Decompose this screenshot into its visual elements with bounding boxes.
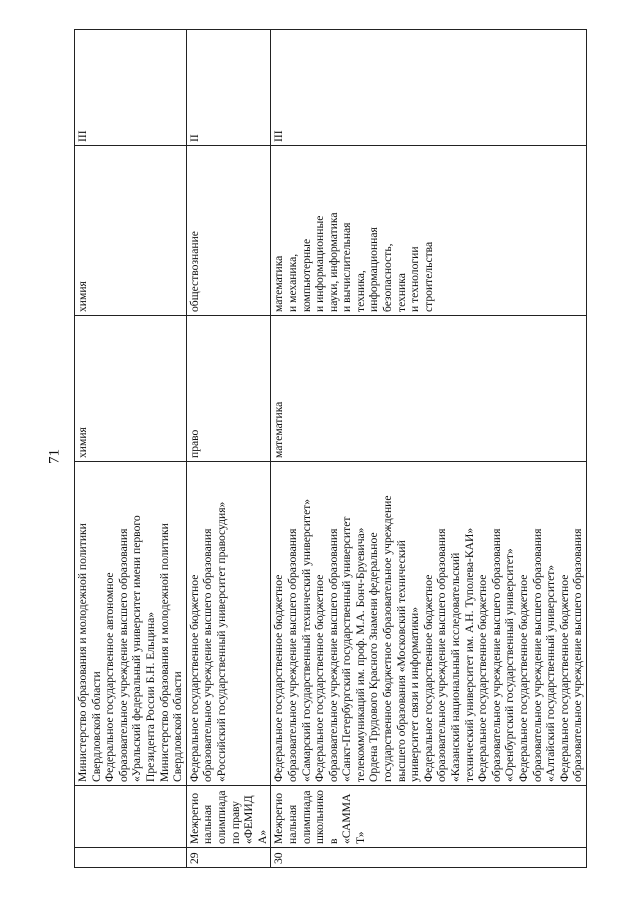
olympiad-name-line: олимпиада по праву bbox=[214, 790, 242, 844]
profile-line: и технологии bbox=[408, 246, 422, 312]
row-number-cell bbox=[75, 848, 187, 868]
olympiad-table bbox=[74, 29, 587, 868]
organizer-line: Федеральное государственное бюджетное bbox=[272, 574, 286, 782]
profile-line: безопасность, bbox=[381, 243, 395, 312]
organizer-line: образовательное учреждение высшего образования bbox=[489, 528, 503, 782]
profile-cell: химия bbox=[75, 146, 187, 316]
organizer-line: Федеральное государственное бюджетное bbox=[421, 574, 435, 782]
table-row-29 bbox=[186, 30, 271, 868]
organizer-line: «Оренбургский государственный университет» bbox=[503, 548, 517, 782]
page-number: 71 bbox=[46, 449, 63, 464]
subject-cell: математика bbox=[271, 316, 587, 462]
profile-line: и механика, bbox=[285, 253, 299, 312]
organizer-line: образовательное учреждение высшего образования bbox=[326, 528, 340, 782]
profile-line: и информационные bbox=[313, 215, 327, 312]
organizer-line: Федеральное государственное бюджетное bbox=[517, 574, 530, 782]
profile-line: информационная bbox=[367, 227, 381, 312]
organizer-line: университет связи и информатики» bbox=[408, 606, 422, 782]
organizer-line: государственное бюджетное образовательное учреждение bbox=[381, 495, 395, 782]
rotated-table-container bbox=[74, 30, 585, 868]
organizer-line: «Уральский федеральный университет имени первого bbox=[130, 515, 144, 782]
table-row-continuation bbox=[75, 30, 187, 868]
organizer-line: Федеральное государственное бюджетное bbox=[557, 574, 571, 782]
organizer-line: высшего образования «Московский технический bbox=[394, 540, 408, 782]
organizer-line: «Казанский национальный исследовательский bbox=[449, 552, 463, 782]
profile-line: техника bbox=[394, 273, 408, 312]
organizer-cell bbox=[186, 462, 271, 786]
profile-line: техника, bbox=[353, 270, 367, 312]
olympiad-name-cell bbox=[75, 786, 187, 848]
organizer-line: «Самарский государственный технический университет» bbox=[299, 498, 313, 782]
organizer-line: Министерство образования и молодежной политики bbox=[76, 523, 89, 782]
organizer-line: Федеральное государственное бюджетное bbox=[313, 574, 327, 782]
subject-cell: право bbox=[186, 316, 271, 462]
level-cell: II bbox=[186, 30, 271, 146]
organizer-line: образовательное учреждение высшего образования bbox=[201, 528, 215, 782]
profile-line: и вычислительная bbox=[340, 222, 354, 312]
profile-line: компьютерные bbox=[299, 238, 313, 312]
row-number-cell: 30 bbox=[271, 848, 587, 868]
profile-line: науки, информатика bbox=[326, 212, 340, 312]
organizer-line: «Российский государственный университет правосудия» bbox=[214, 501, 228, 782]
level-cell: III bbox=[271, 30, 587, 146]
organizer-line: Свердловской области bbox=[171, 671, 185, 782]
olympiad-name-cell bbox=[186, 786, 271, 848]
olympiad-name-line: «САММАТ» bbox=[340, 793, 367, 844]
organizer-line: «Алтайский государственный университет» bbox=[544, 564, 558, 782]
olympiad-name-line: «ФЕМИДА» bbox=[242, 795, 269, 844]
profile-line: математика bbox=[272, 255, 286, 312]
level-cell: III bbox=[75, 30, 187, 146]
organizer-cell bbox=[271, 462, 587, 786]
olympiad-name-line: школьников bbox=[313, 790, 340, 844]
olympiad-name-line: Межрегиональная bbox=[272, 792, 299, 844]
organizer-line: образовательное учреждение высшего образования bbox=[285, 528, 299, 782]
organizer-line: Свердловской области bbox=[89, 671, 103, 782]
organizer-line: «Санкт-Петербургский государственный университет bbox=[340, 516, 354, 782]
organizer-line: Президента России Б.Н. Ельцина» bbox=[143, 611, 157, 782]
olympiad-name-line: Межрегиональная bbox=[187, 792, 215, 844]
olympiad-name-line: олимпиада bbox=[299, 790, 313, 844]
organizer-line: образовательное учреждение высшего образования bbox=[435, 528, 449, 782]
profile-cell: обществознание bbox=[186, 146, 271, 316]
organizer-line: Ордена Трудового Красного Знамени федеральное bbox=[367, 532, 381, 782]
organizer-line: Федеральное государственное бюджетное bbox=[476, 574, 490, 782]
profile-cell bbox=[271, 146, 587, 316]
organizer-line: телекоммуникаций им. проф. М.А. Бонч-Бруевича» bbox=[353, 527, 367, 782]
organizer-line: образовательное учреждение высшего образования bbox=[530, 528, 544, 782]
organizer-line: Федеральное государственное бюджетное bbox=[187, 574, 201, 782]
organizer-line: образовательное учреждение высшего образования bbox=[571, 528, 585, 782]
profile-line: строительства bbox=[421, 241, 435, 312]
organizer-line: Федеральное государственное автономное bbox=[103, 572, 117, 782]
subject-cell: химия bbox=[75, 316, 187, 462]
row-number-cell: 29 bbox=[186, 848, 271, 868]
organizer-line: Министерство образования и молодежной политики bbox=[157, 523, 171, 782]
table-row-30 bbox=[271, 30, 587, 868]
organizer-cell bbox=[75, 462, 187, 786]
organizer-line: технический университет им. А.Н. Туполева-КАИ» bbox=[462, 527, 476, 782]
olympiad-name-cell bbox=[271, 786, 587, 848]
organizer-line: образовательное учреждение высшего образования bbox=[116, 528, 130, 782]
